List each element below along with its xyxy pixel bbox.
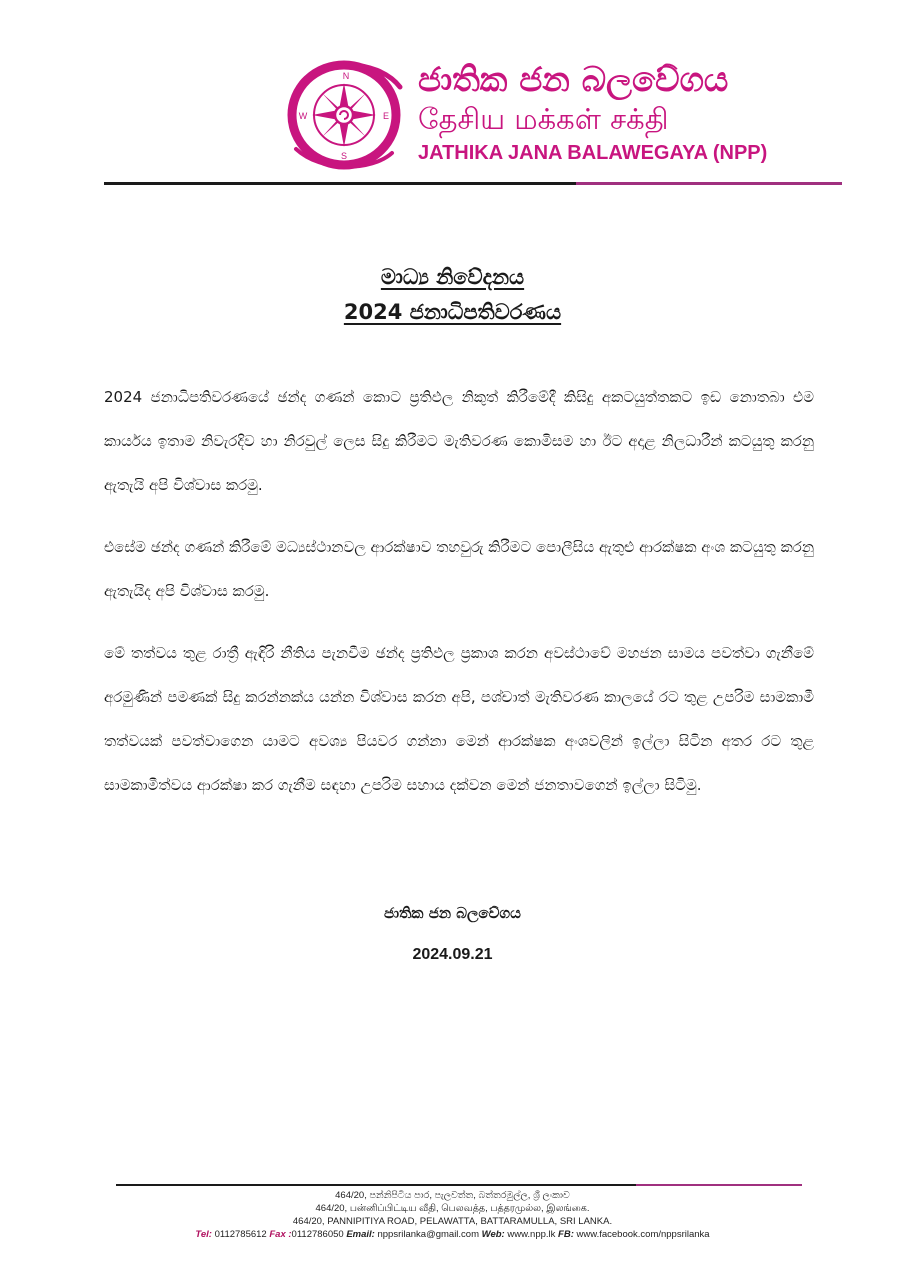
logo-name-sinhala: ජාතික ජන බලවේගය [418, 60, 729, 100]
document-body [104, 375, 814, 825]
fb-address: www.facebook.com/nppsrilanka [576, 1229, 710, 1240]
logo-wordmark [418, 60, 858, 166]
compass-letter-n: N [342, 71, 350, 81]
header-divider-accent [576, 182, 842, 185]
footer-contact-line [0, 1228, 905, 1242]
footer-address-sinhala: 464/20, පන්නිපිටිය පාර, පැලවත්ත, බත්තරමුල්ල, ශ්‍රී ලංකාව [335, 1190, 570, 1201]
logo-name-english: JATHIKA JANA BALAWEGAYA (NPP) [418, 142, 768, 164]
tel-number: 0112785612 [214, 1229, 267, 1240]
header-divider-dark [104, 182, 576, 185]
email-address: nppsrilanka@gmail.com [377, 1229, 480, 1240]
footer-divider-accent [636, 1184, 802, 1186]
compass-letter-s: S [340, 151, 348, 161]
footer-divider-dark [116, 1184, 636, 1186]
fax-number: 0112786050 [291, 1229, 344, 1240]
signature-block [0, 898, 905, 970]
letterhead [0, 0, 905, 200]
footer-address-english: 464/20, PANNIPITIYA ROAD, PELAWATTA, BATTARAMULLA, SRI LANKA. [292, 1216, 613, 1227]
compass-letter-e: E [382, 111, 390, 121]
header-divider [104, 182, 842, 185]
web-address: www.npp.lk [507, 1229, 556, 1240]
compass-logo-icon [282, 57, 412, 172]
logo-name-tamil: தேசிய மக்கள் சக்தி [418, 102, 669, 136]
signature-name: ජාතික ජන බලවේගය [384, 904, 521, 922]
fb-label: FB: [558, 1229, 574, 1240]
footer-divider [116, 1184, 802, 1186]
footer [0, 1189, 905, 1242]
fax-label: Fax : [269, 1229, 292, 1240]
footer-address-tamil: 464/20, பன்னிப்பிட்டிய வீதி, பெலவத்த, பத்தரமுல்ல, இலங்கை. [315, 1203, 590, 1214]
body-paragraph-3: මේ තත්වය තුළ රාත්‍රී ඇඳිරි නීතිය පැනවීම ඡන්ද ප්‍රතිඵල ප්‍රකාශ කරන අවස්ථාවේ මහජන සාමය පවත්වා ගැනීමේ අරමුණින් පමණක් සිදු කරන්නක්ය යන්න විශ්වාස කරන අපි, පශ්චාත් මැතිවරණ කාලයේ රට තුළ උපරිම සාමකාමී තත්වයක් පවත්වාගෙන යාමට අවශ්‍ය පියවර ගන්නා මෙන් ආරක්ෂක අංශවලින් ඉල්ලා සිටින අතර රට තුළ සාමකාමීත්වය ආරක්ෂා කර ගැනීම සඳහා උපරිම සහාය දක්වන මෙන් ජනතාවගෙන් ඉල්ලා සිටිමු. [104, 644, 814, 794]
body-paragraph-2: එසේම ඡන්ද ගණන් කිරීමේ මධ්‍යස්ථානවල ආරක්ෂාව තහවුරු කිරීමට පොලීසිය ඇතුළු ආරක්ෂක අංශ කටයුතු කරනු ඇතැයිද අපි විශ්වාස කරමු. [104, 538, 814, 600]
web-label: Web: [481, 1229, 505, 1240]
document-title [0, 262, 905, 332]
title-election: 2024 ජනාධිපතිවරණය [343, 300, 562, 324]
body-paragraph-1: 2024 ජනාධිපතිවරණයේ ඡන්ද ගණන් කොට ප්‍රතිඵල නිකුත් කිරීමේදී කිසිදු අකටයුත්තකට ඉඩ නොතබා එම කාර්යය ඉතාම නිවැරදිව හා නිරවුල් ලෙස සිදු කිරීමට මැතිවරණ කොමිසම හා ඊට අදාළ නිලධාරීන් කටයුතු කරනු ඇතැයි අපි විශ්වාස කරමු. [104, 388, 814, 494]
title-press-release: මාධ්‍ය නිවේදනය [380, 265, 525, 289]
signature-date: 2024.09.21 [412, 946, 493, 963]
email-label: Email: [346, 1229, 375, 1240]
compass-letter-w: W [298, 111, 308, 121]
tel-label: Tel: [195, 1229, 212, 1240]
